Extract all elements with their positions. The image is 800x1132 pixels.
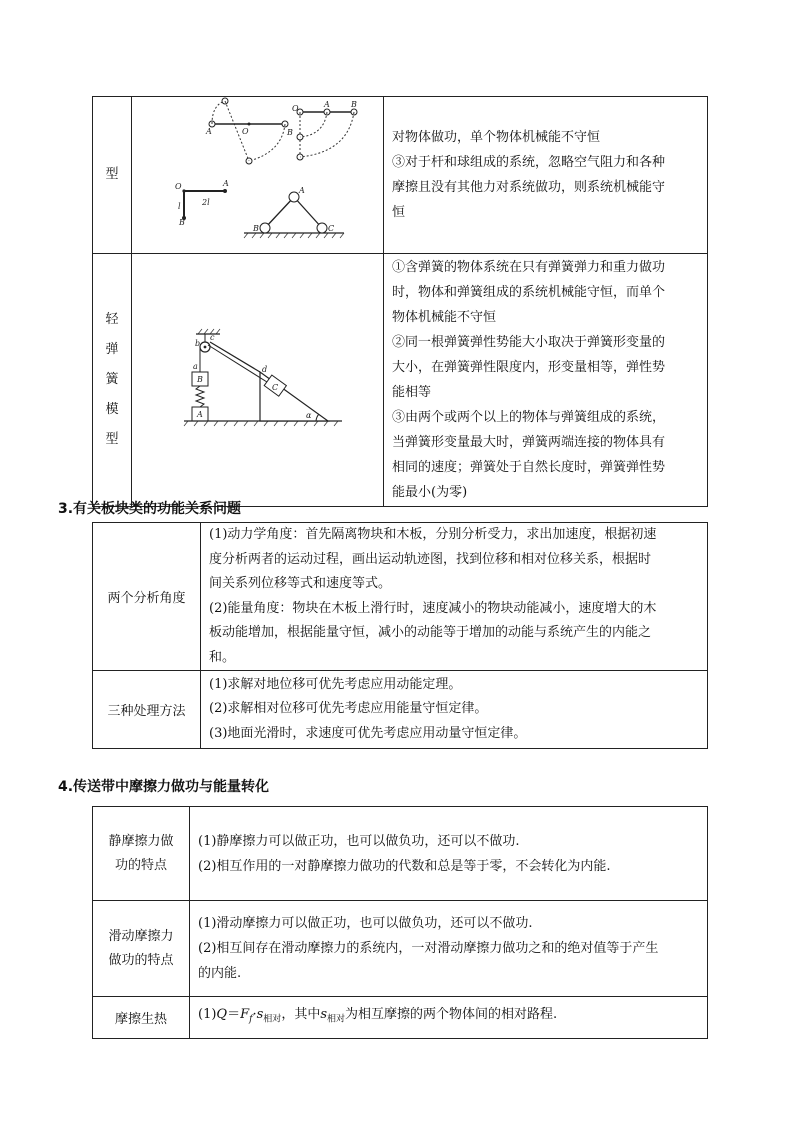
label-A: A <box>223 179 229 188</box>
rod-ball-diagrams <box>132 97 383 249</box>
label-A: A <box>197 410 203 419</box>
table-row <box>93 671 708 749</box>
triangle-rod-diagram <box>244 186 344 238</box>
label-C: C <box>328 224 335 233</box>
row-label-spring-model: 轻 弹 簧 模 型 <box>93 254 132 507</box>
table-row <box>93 997 708 1039</box>
table-row <box>93 523 708 671</box>
row-label: 三种处理方法 <box>93 671 201 749</box>
label-B: B <box>179 218 185 227</box>
rod-ball-diagram-cell <box>132 97 384 254</box>
table-row <box>93 807 708 901</box>
spring-model-description: ①含弹簧的物体系统在只有弹簧弹力和重力做功 时，物体和弹簧组成的系统机械能守恒，而单个 物体机械能不守恒 ②同一根弹簧弹性势能大小取决于弹簧形变量的 大小，在弹簧弹性限度内，形变量相等，弹性势 能相等 ③由两个或两个以上的物体与弹簧组成的系统， 当弹簧形变量最大时，弹簧两端连接的物体具有 相同的速度；弹簧处于自然长度时，弹簧弹性势 能最小(为零) <box>384 254 708 507</box>
label-A: A <box>299 186 305 195</box>
friction-heat-content <box>190 997 708 1039</box>
label-alpha: α <box>306 411 312 420</box>
sliding-friction-content: (1)滑动摩擦力可以做正功，也可以做负功，还可以不做功. (2)相互间存在滑动摩擦力的系统内，一对滑动摩擦力做功之和的绝对值等于产生 的内能. <box>190 901 708 997</box>
label-A: A <box>206 127 212 136</box>
label-B: B <box>197 375 203 384</box>
label-O: O <box>175 182 182 191</box>
table-row <box>93 901 708 997</box>
label-C: C <box>272 383 279 392</box>
spring-diagram-cell <box>132 254 384 507</box>
label-O: O <box>242 127 249 136</box>
spring-pulley-incline-diagram <box>132 254 383 502</box>
label-B: B <box>351 100 357 109</box>
label-2l: 2l <box>202 198 210 207</box>
processing-methods-content: (1)求解对地位移可优先考虑应用动能定理。 (2)求解相对位移可优先考虑应用能量守恒定律。 (3)地面光滑时，求速度可优先考虑应用动量守恒定律。 <box>201 671 708 749</box>
table-row <box>93 254 708 507</box>
static-friction-content: (1)静摩擦力可以做正功，也可以做负功，还可以不做功. (2)相互作用的一对静摩擦力做功的代数和总是等于零，不会转化为内能. <box>190 807 708 901</box>
label-B: B <box>287 128 293 137</box>
board-block-table <box>92 522 708 749</box>
rod-rotation-diagram-1 <box>205 98 293 164</box>
spring <box>196 386 204 407</box>
label-c: c <box>210 333 215 342</box>
rod-rotation-diagram-2 <box>292 100 357 160</box>
section-4-title: 4.传送带中摩擦力做功与能量转化 <box>58 779 270 795</box>
section-3-title: 3.有关板块类的功能关系问题 <box>58 501 242 517</box>
row-label: 型 <box>93 97 132 254</box>
label-B: B <box>253 224 259 233</box>
label-b: b <box>195 339 201 348</box>
rod-model-description: 对物体做功，单个物体机械能不守恒 ③对于杆和球组成的系统，忽略空气阻力和各种 摩擦且没有其他力对系统做功，则系统机械能守 恒 <box>384 97 708 254</box>
l-shaped-rod-diagram <box>175 179 229 227</box>
analysis-angles-content: (1)动力学角度：首先隔离物块和木板，分别分析受力，求出加速度，根据初速 度分析两者的运动过程，画出运动轨迹图，找到位移和相对位移关系，根据时 间关系列位移等式和速度等式。 (2)能量角度：物块在木板上滑行时，速度减小的物块动能减小，速度增大的木 板动能增加，根据能量守恒，减小的动能等于增加的动能与系统产生的内能之 和。 <box>201 523 708 671</box>
row-label: 静摩擦力做 功的特点 <box>93 807 190 901</box>
label-A: A <box>324 100 330 109</box>
label-a: a <box>193 362 198 371</box>
label-O: O <box>292 104 299 113</box>
mechanics-model-table <box>92 96 708 507</box>
label-l: l <box>178 202 181 211</box>
conveyor-friction-table <box>92 806 708 1039</box>
friction-heat-formula: $(1)Q=F_f\cdot s_{相对}$，其中$s_{相对}$为相互摩擦的两个物体间的相对路程. <box>198 1007 558 1025</box>
label-d: d <box>262 365 268 374</box>
row-label: 摩擦生热 <box>93 997 190 1039</box>
table-row <box>93 97 708 254</box>
row-label: 滑动摩擦力 做功的特点 <box>93 901 190 997</box>
row-label: 两个分析角度 <box>93 523 201 671</box>
